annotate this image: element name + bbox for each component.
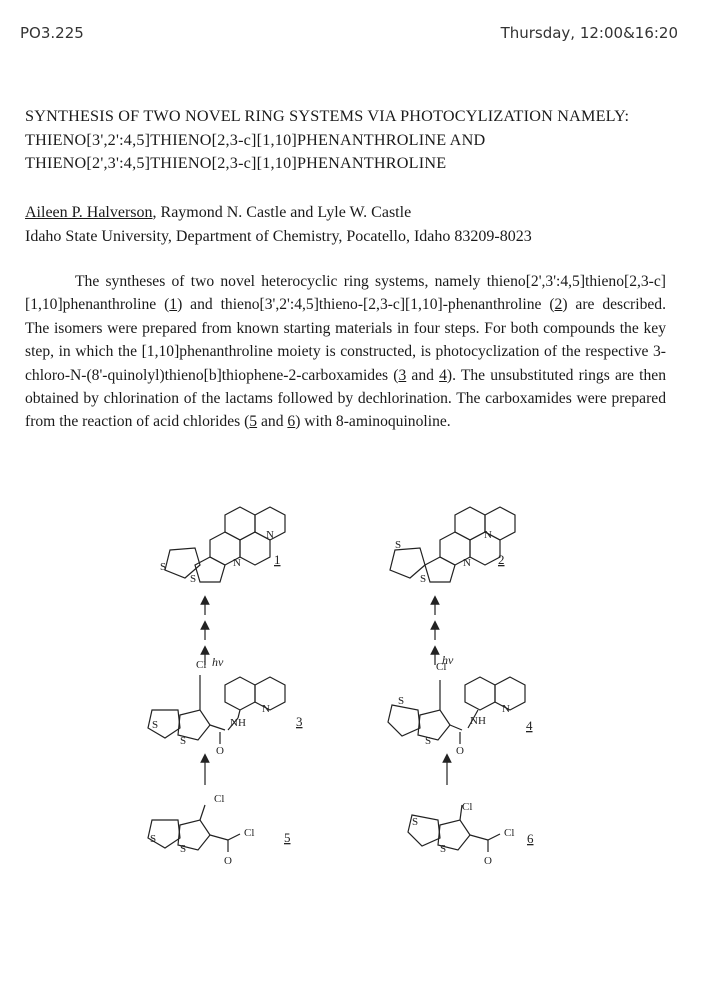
co-authors: , Raymond N. Castle and Lyle W. Castle bbox=[152, 204, 412, 221]
atom-s: S bbox=[420, 573, 427, 585]
hv-label: hν bbox=[212, 655, 224, 669]
structure-compound-1 bbox=[165, 507, 285, 582]
atom-cl: Cl bbox=[504, 827, 515, 839]
author-block bbox=[25, 201, 685, 248]
reaction-arrows bbox=[205, 600, 447, 785]
atom-cl: Cl bbox=[462, 801, 473, 813]
affiliation: Idaho State University, Department of Chemistry, Pocatello, Idaho 83209-8023 bbox=[25, 227, 532, 245]
atom-s: S bbox=[398, 695, 405, 707]
compound-ref-5: 5 bbox=[249, 413, 258, 431]
atom-n: N bbox=[233, 557, 241, 569]
atom-n: N bbox=[502, 703, 510, 715]
atom-o: O bbox=[224, 855, 232, 867]
poster-code: PO3.225 bbox=[20, 24, 84, 42]
atom-cl: Cl bbox=[214, 793, 225, 805]
atom-o: O bbox=[484, 855, 492, 867]
abstract: The syntheses of two novel heterocyclic ring systems, namely thieno[2',3':4,5]thieno[2,3-c][1,10]phenanthroline (1) and thieno[3',2':4,5]thieno-[2,3-c][1,10]-phenanthroline (2) are described. The isomers were prepared from known starting materials in four steps. For both compounds the key step, in which the [1,10]phenanthroline moiety is constructed, is photocyclization of the respective 3-chloro-N-(8'-quinolyl)thieno[b]thiophene-2-carboxamides (3 and 4). The unsubstituted rings are then obtained by chlorination of the lactams followed by dechlorination. The carboxamides were prepared from the reaction of acid chlorides (5 and 6) with 8-aminoquinoline. bbox=[25, 273, 666, 431]
hv-label: hν bbox=[442, 653, 454, 667]
atom-cl: Cl bbox=[196, 659, 207, 671]
paper-title: SYNTHESIS OF TWO NOVEL RING SYSTEMS VIA PHOTOCYLIZATION NAMELY: THIENO[3',2':4,5]THIENO[2,3-c][1,10]PHENANTHROLINE AND THIENO[2',3':4,5]THIENO[2,3-c][1,10]PHENANTHROLINE bbox=[25, 107, 630, 172]
atom-s: S bbox=[180, 843, 187, 855]
atom-n: N bbox=[262, 703, 270, 715]
atom-cl: Cl bbox=[244, 827, 255, 839]
atom-n: N bbox=[266, 529, 274, 541]
compound-label-6: 6 bbox=[527, 831, 534, 846]
structure-compound-6 bbox=[408, 805, 500, 852]
compound-label-5: 5 bbox=[284, 830, 291, 845]
compound-ref-3: 3 bbox=[398, 366, 407, 384]
atom-n: N bbox=[463, 557, 471, 569]
atom-nh: NH bbox=[230, 717, 246, 729]
compound-label-3: 3 bbox=[296, 714, 303, 729]
compound-label-4: 4 bbox=[526, 718, 533, 733]
compound-ref-1: 1 bbox=[169, 296, 178, 314]
structure-compound-5 bbox=[148, 805, 240, 852]
atom-nh: NH bbox=[470, 715, 486, 727]
compound-label-1: 1 bbox=[274, 552, 281, 567]
atom-s: S bbox=[395, 539, 402, 551]
compound-label-2: 2 bbox=[498, 552, 505, 567]
atom-s: S bbox=[412, 816, 419, 828]
structure-compound-2 bbox=[390, 507, 515, 582]
atom-s: S bbox=[180, 735, 187, 747]
atom-s: S bbox=[152, 719, 159, 731]
atom-s: S bbox=[440, 843, 447, 855]
atom-s: S bbox=[160, 561, 167, 573]
compound-ref-4: 4 bbox=[439, 366, 447, 384]
atom-s: S bbox=[425, 735, 432, 747]
atom-o: O bbox=[216, 745, 224, 757]
atom-cl: Cl bbox=[436, 661, 447, 673]
atom-o: O bbox=[456, 745, 464, 757]
atom-s: S bbox=[150, 833, 157, 845]
compound-ref-2: 2 bbox=[554, 296, 563, 314]
author-line bbox=[25, 201, 685, 225]
presenting-author: Aileen P. Halverson bbox=[25, 204, 153, 221]
atom-s: S bbox=[190, 573, 197, 585]
reaction-scheme bbox=[0, 500, 704, 880]
compound-ref-6: 6 bbox=[287, 413, 296, 431]
atom-n: N bbox=[484, 529, 492, 541]
session-time: Thursday, 12:00&16:20 bbox=[500, 24, 678, 42]
